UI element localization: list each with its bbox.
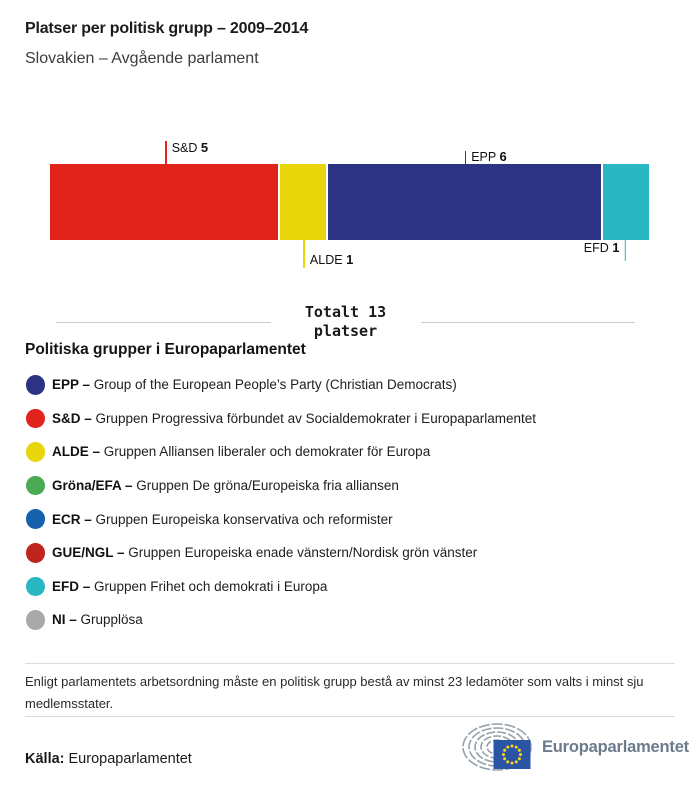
legend-dot-efd: [26, 577, 45, 597]
total-rule-right: [421, 322, 636, 323]
legend-label-gr-na-efa: Gröna/EFA – Gruppen De gröna/Europeiska fria alliansen: [52, 478, 399, 494]
bar-segment-efd[interactable]: [603, 164, 649, 240]
legend-dot-gue-ngl: [26, 543, 45, 563]
legend-label-s-d: S&D – Gruppen Progressiva förbundet av Socialdemokrater i Europaparlamentet: [52, 410, 537, 426]
legend-item-gr-na-efa: [25, 469, 685, 503]
legend-heading: Politiska grupper i Europaparlamentet: [25, 341, 306, 358]
legend-label-efd: EFD – Gruppen Frihet och demokrati i Europa: [52, 578, 328, 594]
bar-label-tick-s-d: [165, 141, 167, 164]
legend-item-efd: [25, 570, 685, 604]
total-caption: [271, 303, 421, 341]
legend-item-alde: [25, 435, 685, 469]
legend-label-alde: ALDE – Gruppen Alliansen liberaler och demokrater för Europa: [52, 444, 431, 460]
source-value: Europaparlamentet: [68, 751, 192, 767]
bar-label-tick-efd: [624, 240, 626, 261]
bar-label-text-epp: EPP 6: [471, 149, 507, 164]
stacked-bar: [50, 164, 649, 240]
page-subtitle: Slovakien – Avgående parlament: [25, 50, 259, 67]
bar-label-tick-alde: [303, 240, 305, 268]
page-title: Platser per politisk grupp – 2009–2014: [25, 20, 309, 37]
source-line: [25, 751, 192, 767]
source-label: Källa:: [25, 751, 65, 767]
bar-label-text-alde: ALDE 1: [309, 252, 354, 267]
bar-label-epp: [465, 150, 507, 164]
legend-dot-ni: [26, 610, 45, 630]
legend-label-epp: EPP – Group of the European People’s Party (Christian Democrats): [52, 377, 457, 393]
legend-item-ecr: [25, 502, 685, 536]
bar-label-alde: [303, 240, 353, 268]
bar-label-text-s-d: S&D 5: [171, 140, 209, 155]
bar-label-s-d: [165, 141, 208, 164]
total-row: [56, 303, 635, 341]
legend-item-s-d: [25, 402, 685, 436]
bar-label-text-efd: EFD 1: [583, 240, 620, 255]
legend-dot-alde: [26, 442, 45, 462]
legend-label-ni: NI – Grupplösa: [52, 612, 143, 628]
total-caption-line2: platser: [313, 322, 378, 340]
legend-list: [25, 368, 685, 637]
legend-label-gue-ngl: GUE/NGL – Gruppen Europeiska enade vänstern/Nordisk grön vänster: [52, 545, 478, 561]
total-rule-left: [56, 322, 271, 323]
legend-dot-s-d: [26, 409, 45, 429]
legend-item-epp: [25, 368, 685, 402]
eu-flag: [494, 740, 531, 769]
chart-area: [50, 140, 649, 267]
footnote-divider-top: [25, 663, 675, 664]
legend-label-ecr: ECR – Gruppen Europeiska konservativa och reformister: [52, 511, 393, 527]
bar-segment-alde[interactable]: [280, 164, 326, 240]
legend-dot-gr-na-efa: [26, 476, 45, 496]
bar-label-tick-epp: [465, 151, 467, 164]
total-caption-line1: Totalt 13: [304, 303, 387, 321]
legend-dot-epp: [26, 375, 45, 395]
bar-segment-epp[interactable]: [328, 164, 602, 240]
bar-segment-s-d[interactable]: [50, 164, 278, 240]
footnote-text: Enligt parlamentets arbetsordning måste en politisk grupp bestå av minst 23 ledamöter som valts i minst sju medlemsstater.: [25, 674, 644, 711]
europarl-hemicycle-icon: [458, 721, 536, 773]
legend-dot-ecr: [26, 509, 45, 529]
legend-item-ni: [25, 603, 685, 637]
footnote-divider-bottom: [25, 716, 675, 717]
europarl-logo: [458, 721, 689, 773]
bar-label-efd: [584, 240, 626, 261]
europarl-logo-text: Europaparlamentet: [542, 737, 689, 756]
legend-item-gue-ngl: [25, 536, 685, 570]
